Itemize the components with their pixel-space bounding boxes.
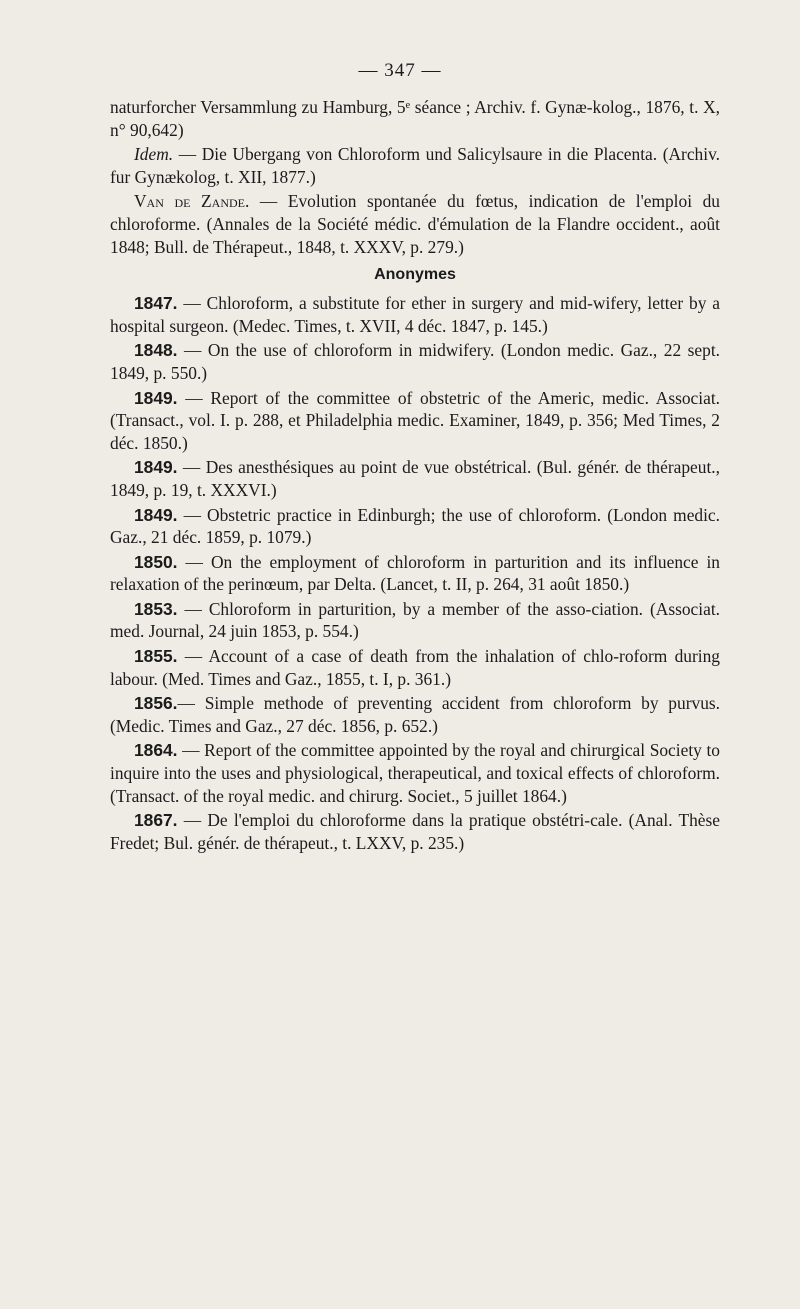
bibliography-entry xyxy=(110,143,720,188)
bibliography-entry xyxy=(110,190,720,258)
entry-year: 1864. xyxy=(134,740,178,761)
entry-text: — Evolution spontanée du fœtus, indication de l'emploi du chloroforme. (Annales de la Société médic. d'émulation de la Flandre occident., août 1848; Bull. de Thérapeut., 1848, t. XXXV, p. 279.) xyxy=(110,191,720,257)
entry-text: — Simple methode of preventing accident from chloroform by purvus. (Medic. Times and Gaz., 27 déc. 1856, p. 652.) xyxy=(110,693,720,736)
entry-year: 1848. xyxy=(134,340,178,361)
bibliography-entry xyxy=(110,809,720,854)
entry-author: Van de Zande. xyxy=(134,191,250,212)
bibliography-entry xyxy=(110,292,720,337)
section-heading: Anonymes xyxy=(374,266,456,284)
entry-text: — Report of the committee appointed by the royal and chirurgical Society to inquire into the uses and physiological, therapeutical, and toxical effects of chloroform. (Transact. of the royal medic. and chirurg. Societ., 5 juillet 1864.) xyxy=(110,740,720,806)
entry-year: 1867. xyxy=(134,810,178,831)
entry-text: — On the employment of chloroform in parturition and its influence in relaxation of the perinœum, par Delta. (Lancet, t. II, p. 264, 31 août 1850.) xyxy=(110,551,720,595)
bibliography-list xyxy=(110,96,720,854)
entry-text: — Chloroform in parturition, by a member of the asso-ciation. (Associat. med. Journal, 24 juin 1853, p. 554.) xyxy=(110,598,720,642)
bibliography-entry xyxy=(110,692,720,737)
bibliography-entry xyxy=(110,645,720,690)
entry-year: 1849. xyxy=(134,387,178,408)
entry-year: 1856. xyxy=(134,693,178,714)
entry-text: — Des anesthésiques au point de vue obstétrical. (Bul. génér. de thérapeut., 1849, p. 19, t. XXXVI.) xyxy=(110,457,720,500)
entry-year: 1853. xyxy=(134,598,178,619)
entry-text: — Chloroform, a substitute for ether in surgery and mid-wifery, letter by a hospital surgeon. (Medec. Times, t. XVII, 4 déc. 1847, p. 145.) xyxy=(110,293,720,336)
entry-year: 1849. xyxy=(134,504,178,525)
entry-text: — Report of the committee of obstetric of the Americ, medic. Associat. (Transact., vol. I. p. 288, et Philadelphia medic. Examiner, 1849, p. 356; Med Times, 2 déc. 1850.) xyxy=(110,387,720,453)
bibliography-entry xyxy=(110,504,720,549)
entry-author: Idem. xyxy=(134,144,174,165)
entry-text: — On the use of chloroform in midwifery. (London medic. Gaz., 22 sept. 1849, p. 550.) xyxy=(110,340,720,383)
entry-year: 1855. xyxy=(134,646,178,667)
bibliography-entry xyxy=(110,551,720,596)
entry-year: 1849. xyxy=(134,457,178,478)
bibliography-entry xyxy=(110,739,720,807)
page-number: — 347 — xyxy=(358,60,442,81)
bibliography-entry xyxy=(110,598,720,643)
entry-text: — Die Ubergang von Chloroform und Salicylsaure in die Placenta. (Archiv. fur Gynækolog, t. XII, 1877.) xyxy=(110,144,720,187)
bibliography-entry xyxy=(110,339,720,384)
bibliography-entry xyxy=(110,96,720,141)
entry-year: 1847. xyxy=(134,293,178,314)
entry-text: — Obstetric practice in Edinburgh; the use of chloroform. (London medic. Gaz., 21 déc. 1859, p. 1079.) xyxy=(110,504,720,548)
entry-text: — De l'emploi du chloroforme dans la pratique obstétri-cale. (Anal. Thèse Fredet; Bul. génér. de thérapeut., t. LXXV, p. 235.) xyxy=(110,810,720,853)
entry-year: 1850. xyxy=(134,551,178,572)
entry-text: — Account of a case of death from the inhalation of chlo-roform during labour. (Med. Times and Gaz., 1855, t. I, p. 361.) xyxy=(110,646,720,689)
bibliography-entry xyxy=(110,387,720,455)
entry-text: naturforcher Versammlung zu Hamburg, 5ᵉ séance ; Archiv. f. Gynæ-kolog., 1876, t. X, n° 90,642) xyxy=(110,97,720,140)
bibliography-entry xyxy=(110,456,720,501)
